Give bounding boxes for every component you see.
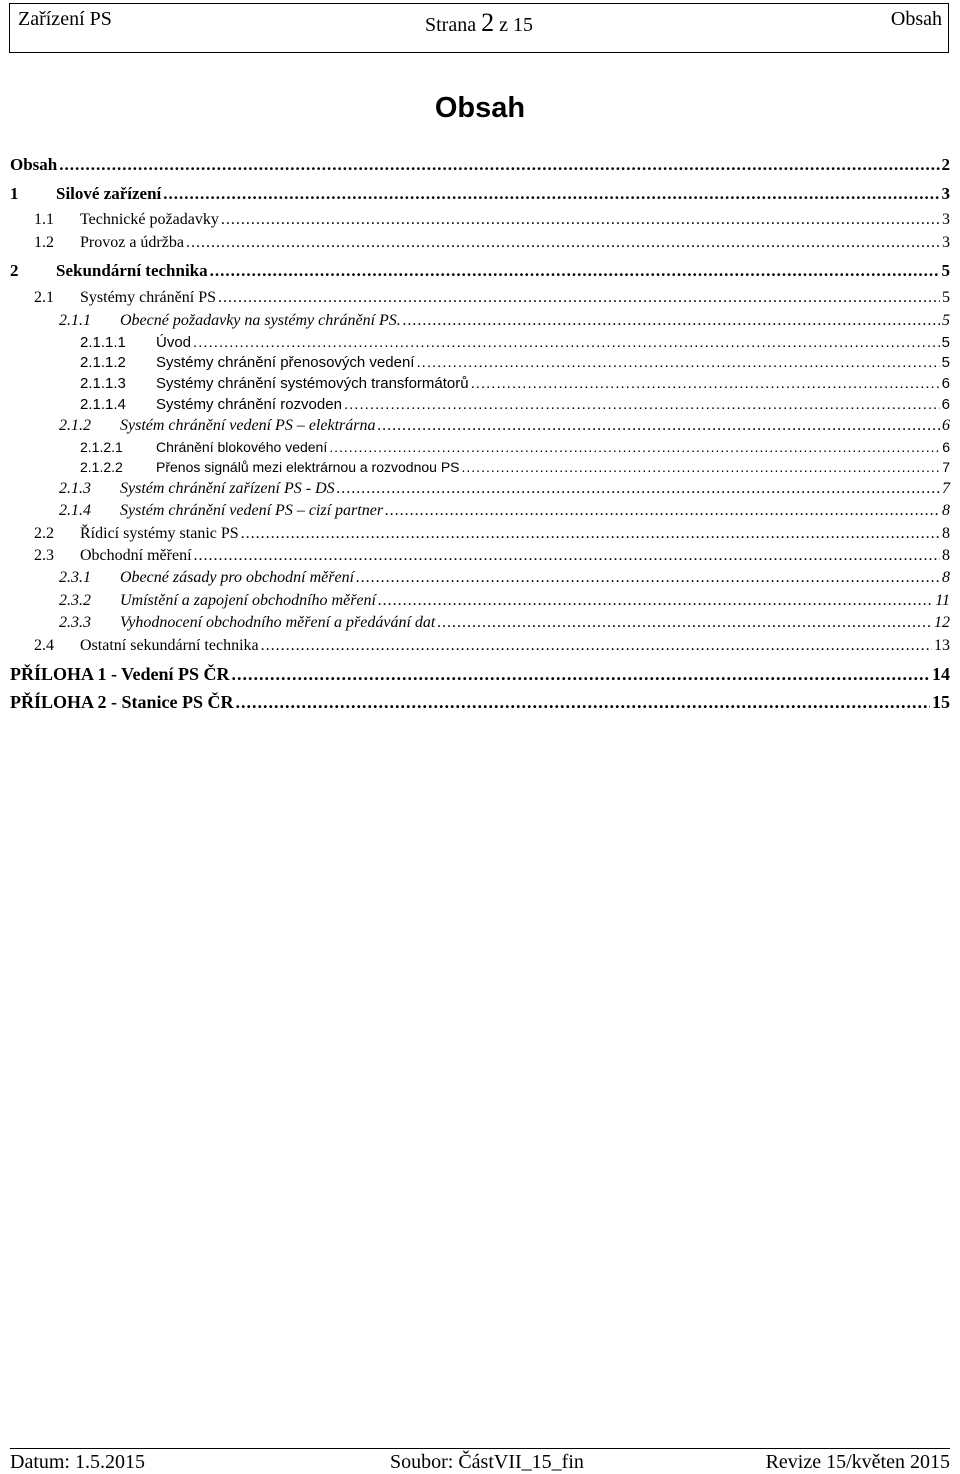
toc-entry-page: 8 <box>942 502 950 519</box>
header-page-indicator <box>10 8 948 38</box>
toc-entry-page: 5 <box>942 289 950 306</box>
toc-entry-number: 2.1.1.1 <box>80 334 126 351</box>
footer-date: Datum: 1.5.2015 <box>10 1451 145 1473</box>
toc-leader-dots <box>378 593 933 609</box>
toc-entry[interactable] <box>10 503 950 519</box>
toc-entry-number: 2.3.1 <box>59 569 91 586</box>
toc-entry-page: 12 <box>934 614 950 631</box>
toc-leader-dots <box>377 418 940 434</box>
toc-entry-page: 5 <box>942 312 950 329</box>
toc-entry-page: 5 <box>941 334 950 351</box>
toc-entry-page: 13 <box>934 637 950 654</box>
toc-leader-dots <box>261 638 932 654</box>
toc-entry-number: 2.3 <box>34 547 54 564</box>
toc-entry-title: Úvod <box>156 334 192 351</box>
header-section-name: Obsah <box>890 8 942 30</box>
toc-entry-number: 2.1.1.4 <box>80 396 126 413</box>
toc-entry-title: Chránění blokového vedení <box>156 439 328 455</box>
toc-entry-number: 2.4 <box>34 637 54 654</box>
toc-entry-number: 2.1.3 <box>59 480 91 497</box>
toc-leader-dots <box>241 526 940 542</box>
toc-entry-page: 11 <box>935 592 950 609</box>
toc-entry-number: 2.1.4 <box>59 502 91 519</box>
toc-entry-number: 2.1.2.2 <box>80 459 123 475</box>
toc-entry-number: 2.1 <box>34 289 54 306</box>
toc-entry-page: 3 <box>942 234 950 251</box>
toc-entry-title: Obchodní měření <box>80 547 192 564</box>
toc-entry-title: Systémy chránění PS <box>80 289 216 306</box>
toc-leader-dots <box>236 693 930 711</box>
toc-leader-dots <box>163 185 939 202</box>
toc-entry-page: 8 <box>942 569 950 586</box>
toc-entry-title: Obecné požadavky na systémy chránění PS. <box>120 312 401 329</box>
toc-entry-title: PŘÍLOHA 1 - Vedení PS ČR <box>10 664 230 684</box>
toc-entry-page: 5 <box>941 261 950 280</box>
toc-entry-title: Silové zařízení <box>56 184 162 203</box>
toc-leader-dots <box>356 570 940 586</box>
toc-entry-page: 2 <box>941 155 950 174</box>
toc-entry-title: Sekundární technika <box>56 261 208 280</box>
toc-entry[interactable] <box>10 693 950 711</box>
toc-entry-title: Systém chránění vedení PS – elektrárna <box>120 417 376 434</box>
toc-leader-dots <box>59 156 939 173</box>
toc-entry-number: 2.1.1.3 <box>80 375 126 392</box>
toc-entry-page: 6 <box>941 375 950 392</box>
toc-entry-page: 6 <box>942 417 950 434</box>
toc-entry-title: Provoz a údržba <box>80 234 184 251</box>
header-page-mid: z <box>494 14 513 36</box>
toc-entry-page: 7 <box>942 459 950 475</box>
toc-entry-page: 8 <box>942 525 950 542</box>
toc-heading: Obsah <box>434 92 526 124</box>
toc-entry[interactable] <box>10 570 950 586</box>
toc-entry-page: 6 <box>941 396 950 413</box>
toc-entry[interactable] <box>10 615 950 631</box>
toc-entry[interactable] <box>10 376 950 391</box>
toc-leader-dots <box>329 440 940 454</box>
header-page-prefix: Strana <box>425 14 482 36</box>
toc-entry-title: Technické požadavky <box>80 211 219 228</box>
toc-entry[interactable] <box>10 262 950 279</box>
toc-leader-dots <box>337 481 940 497</box>
toc-entry-number: 2 <box>10 261 19 280</box>
toc-entry-number: 2.1.1.2 <box>80 354 126 371</box>
toc-leader-dots <box>416 355 939 370</box>
toc-entry-page: 3 <box>942 211 950 228</box>
toc-entry-number: 2.1.1 <box>59 312 91 329</box>
toc-entry-title: Obecné zásady pro obchodní měření <box>120 569 355 586</box>
toc-leader-dots <box>194 548 940 564</box>
toc-entry[interactable] <box>10 355 950 370</box>
toc-entry-page: 6 <box>942 439 950 455</box>
toc-entry-number: 1.2 <box>34 234 54 251</box>
toc-entry[interactable] <box>10 460 950 474</box>
toc-entry[interactable] <box>10 185 950 202</box>
toc-entry[interactable] <box>10 481 950 497</box>
toc-leader-dots <box>344 397 940 412</box>
toc-entry[interactable] <box>10 593 950 609</box>
toc-entry-title: Systém chránění zařízení PS - DS <box>120 480 335 497</box>
toc-leader-dots <box>186 235 940 251</box>
toc-entry-page: 7 <box>942 480 950 497</box>
footer-file: Soubor: ČástVII_15_fin <box>390 1451 584 1473</box>
toc-leader-dots <box>471 376 940 391</box>
toc-entry-page: 3 <box>941 184 950 203</box>
header-page-current: 2 <box>481 8 495 37</box>
toc-entry[interactable] <box>10 397 950 412</box>
toc-entry-title: Vyhodnocení obchodního měření a předávání dat <box>120 614 436 631</box>
toc-entry-title: Umístění a zapojení obchodního měření <box>120 592 376 609</box>
header-page-total: 15 <box>512 14 533 36</box>
toc-entry-title: Ostatní sekundární technika <box>80 637 259 654</box>
toc-entry-title: Systémy chránění přenosových vedení <box>156 354 415 371</box>
toc-leader-dots <box>193 335 940 350</box>
toc-leader-dots <box>221 212 940 228</box>
toc-entry[interactable] <box>10 638 950 654</box>
toc-entry[interactable] <box>10 418 950 434</box>
toc-leader-dots <box>385 503 940 519</box>
toc-entry[interactable] <box>10 526 950 542</box>
toc-entry-number: 2.2 <box>34 525 54 542</box>
toc-entry-number: 1.1 <box>34 211 54 228</box>
toc-entry[interactable] <box>10 665 950 683</box>
toc-entry-title: PŘÍLOHA 2 - Stanice PS ČR <box>10 692 234 712</box>
toc-entry-title: Obsah <box>10 155 58 174</box>
toc-entry-page: 8 <box>942 547 950 564</box>
toc-entry-page: 15 <box>932 692 950 712</box>
toc-entry-title: Přenos signálů mezi elektrárnou a rozvodnou PS <box>156 459 460 475</box>
toc-entry[interactable] <box>10 335 950 350</box>
toc-entry-title: Systémy chránění rozvoden <box>156 396 342 413</box>
toc-entry-number: 2.1.2 <box>59 417 91 434</box>
toc-leader-dots <box>437 615 932 631</box>
toc-entry-title: Systémy chránění systémových transformátorů <box>156 375 469 392</box>
toc-entry[interactable] <box>10 440 950 454</box>
page-header <box>9 3 949 53</box>
toc-entry[interactable] <box>10 235 950 251</box>
toc-entry-title: Řídicí systémy stanic PS <box>80 525 239 542</box>
footer-revision: Revize 15/květen 2015 <box>765 1451 950 1473</box>
toc-entry-number: 2.3.3 <box>59 614 91 631</box>
toc-entry-number: 1 <box>10 184 19 203</box>
toc-entry[interactable] <box>10 313 950 329</box>
toc-leader-dots <box>462 460 941 474</box>
header-document-name: Zařízení PS <box>18 8 112 30</box>
toc-entry[interactable] <box>10 548 950 564</box>
toc-entry[interactable] <box>10 156 950 173</box>
toc-leader-dots <box>403 313 940 329</box>
toc-entry-page: 5 <box>941 354 950 371</box>
toc-leader-dots <box>218 290 940 306</box>
toc-entry-title: Systém chránění vedení PS – cizí partner <box>120 502 384 519</box>
toc-entry-page: 14 <box>932 664 950 684</box>
page-footer <box>10 1448 950 1473</box>
toc-entry-number: 2.3.2 <box>59 592 91 609</box>
toc-entry[interactable] <box>10 212 950 228</box>
toc-entry-number: 2.1.2.1 <box>80 439 123 455</box>
toc-entry[interactable] <box>10 290 950 306</box>
toc-leader-dots <box>210 262 940 279</box>
toc-leader-dots <box>232 665 930 683</box>
